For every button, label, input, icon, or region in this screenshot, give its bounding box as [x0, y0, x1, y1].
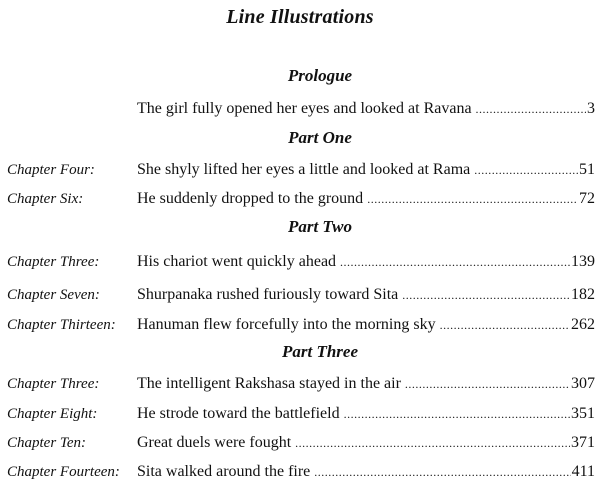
- section-heading-part-one: Part One: [288, 128, 352, 147]
- chapter-label: Chapter Ten:: [7, 435, 87, 451]
- page-number: 182: [571, 286, 595, 303]
- list-item: [0, 460, 600, 484]
- dot-leader: [344, 402, 570, 426]
- caption-row: [137, 372, 595, 396]
- section-heading-prologue: Prologue: [287, 66, 353, 85]
- list-item: [0, 283, 600, 307]
- caption-row: [137, 187, 595, 211]
- list-item: [0, 97, 600, 121]
- caption-text: He strode toward the battlefield: [137, 405, 340, 422]
- caption-text: He suddenly dropped to the ground: [137, 190, 364, 207]
- page-number: 139: [571, 253, 595, 270]
- section-heading-part-three: Part Three: [281, 342, 359, 361]
- page-number: 411: [571, 463, 595, 480]
- dot-leader: [474, 158, 578, 182]
- page-number: 351: [571, 405, 595, 422]
- chapter-label: Chapter Fourteen:: [7, 464, 120, 480]
- page-number: 262: [571, 316, 595, 333]
- chapter-label: Chapter Eight:: [7, 406, 98, 422]
- dot-leader: [314, 460, 570, 484]
- page-number: 72: [579, 190, 595, 207]
- caption-row: [137, 283, 595, 307]
- list-item: [0, 402, 600, 426]
- chapter-label: Chapter Four:: [7, 162, 95, 178]
- caption-text: Great duels were fought: [137, 434, 292, 451]
- caption-text: Sita walked around the fire: [137, 463, 311, 480]
- dot-leader: [405, 372, 570, 396]
- list-item: [0, 187, 600, 211]
- list-item: [0, 250, 600, 274]
- caption-row: [137, 402, 595, 426]
- caption-row: [137, 158, 595, 182]
- caption-text: The intelligent Rakshasa stayed in the air: [137, 375, 401, 392]
- caption-text: Shurpanaka rushed furiously toward Sita: [137, 286, 399, 303]
- caption-row: [137, 313, 595, 337]
- chapter-label: Chapter Seven:: [7, 287, 100, 303]
- page-title: Line Illustrations: [226, 6, 374, 28]
- list-item: [0, 158, 600, 182]
- caption-row: [137, 250, 595, 274]
- dot-leader: [367, 187, 578, 211]
- list-item: [0, 372, 600, 396]
- caption-text: His chariot went quickly ahead: [137, 253, 337, 270]
- chapter-label: Chapter Six:: [7, 191, 84, 207]
- chapter-label: Chapter Three:: [7, 254, 100, 270]
- caption-text: Hanuman flew forcefully into the morning sky: [137, 316, 436, 333]
- dot-leader: [476, 97, 586, 121]
- caption-text: She shyly lifted her eyes a little and looked at Rama: [137, 161, 471, 178]
- caption-row: [137, 460, 595, 484]
- page-number: 371: [571, 434, 595, 451]
- chapter-label: Chapter Three:: [7, 376, 100, 392]
- page-number: 3: [587, 100, 595, 117]
- page-number: 51: [579, 161, 595, 178]
- list-item: [0, 431, 600, 455]
- page-number: 307: [571, 375, 595, 392]
- chapter-label: Chapter Thirteen:: [7, 317, 116, 333]
- dot-leader: [402, 283, 570, 307]
- caption-row: [137, 97, 595, 121]
- dot-leader: [295, 431, 570, 455]
- section-heading-part-two: Part Two: [287, 217, 353, 236]
- caption-text: The girl fully opened her eyes and looked at Ravana: [137, 100, 472, 117]
- caption-row: [137, 431, 595, 455]
- dot-leader: [440, 313, 570, 337]
- dot-leader: [340, 250, 570, 274]
- list-item: [0, 313, 600, 337]
